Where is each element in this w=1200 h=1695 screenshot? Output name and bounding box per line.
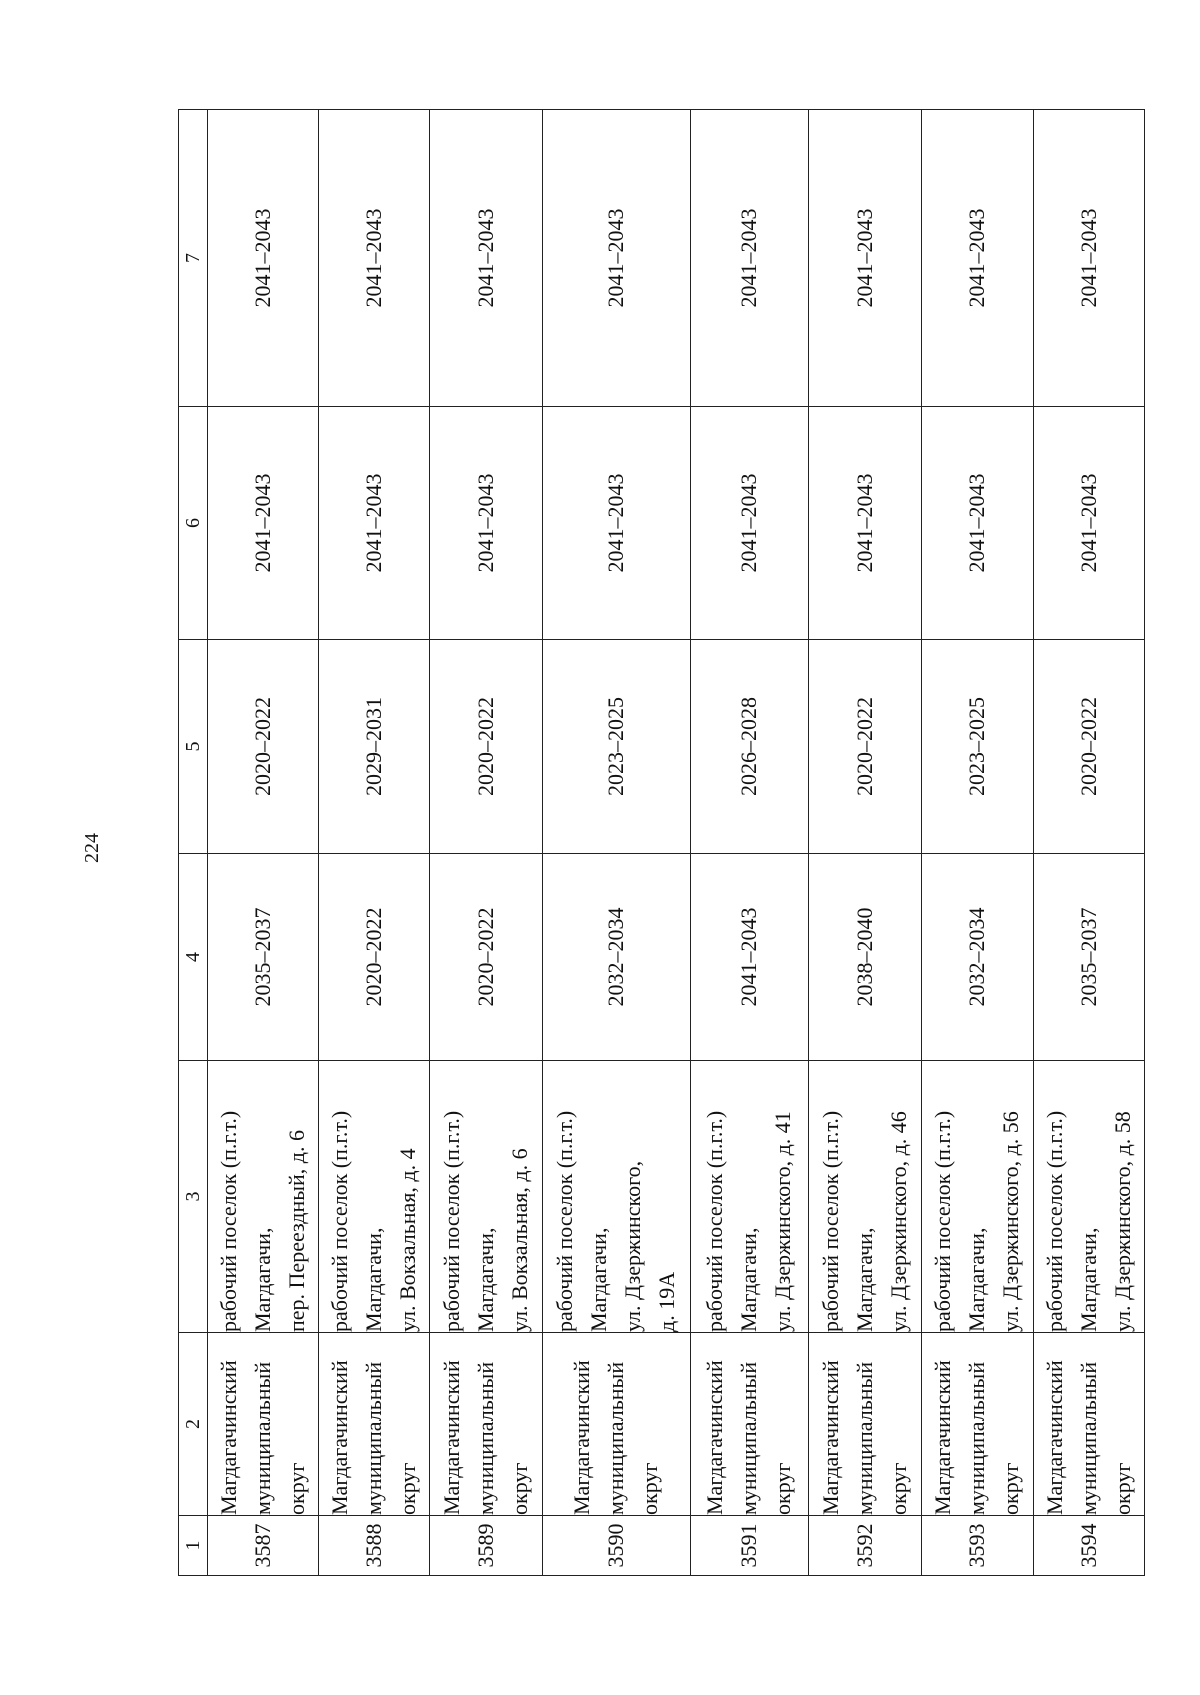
- address-cell-line: Магдагачи,: [473, 1227, 498, 1332]
- column-number: 5: [179, 640, 208, 854]
- row-number-cell: 3588: [319, 1516, 430, 1576]
- address-cell-line: рабочий поселок (п.г.т.): [702, 1110, 728, 1332]
- period-cell-col5: 2023–2025: [542, 640, 690, 854]
- municipality-cell-line: Магдагачинский: [327, 1360, 353, 1515]
- table-body: [208, 110, 1145, 1576]
- address-cell-line: ул. Вокзальная, д. 6: [507, 1148, 532, 1332]
- municipality-cell: [1033, 1333, 1144, 1516]
- period-cell-col4: 2038–2040: [809, 854, 921, 1061]
- municipality-cell-line: округ: [1109, 1462, 1135, 1515]
- schedule-table: [178, 109, 1145, 1576]
- period-cell-col4: 2032–2034: [542, 854, 690, 1061]
- period-cell-col4: 2035–2037: [208, 854, 319, 1061]
- municipality-cell-line: округ: [507, 1462, 532, 1515]
- municipality-cell: [319, 1333, 430, 1516]
- period-cell-col5: 2020–2022: [1033, 640, 1144, 854]
- period-cell-col6: 2041–2043: [319, 407, 430, 640]
- column-number: 4: [179, 854, 208, 1061]
- table-row: [319, 110, 430, 1576]
- address-cell-line: Магдагачи,: [736, 1227, 762, 1332]
- period-cell-col6: 2041–2043: [921, 407, 1033, 640]
- row-number-cell: 3587: [208, 1516, 319, 1576]
- address-cell: [690, 1061, 809, 1333]
- period-cell-col7: 2041–2043: [921, 110, 1033, 407]
- period-cell-col7: 2041–2043: [690, 110, 809, 407]
- table-row: [542, 110, 690, 1576]
- address-cell-line: ул. Вокзальная, д. 4: [395, 1148, 421, 1332]
- row-number-cell: 3592: [809, 1516, 921, 1576]
- period-cell-col7: 2041–2043: [809, 110, 921, 407]
- column-number-row: [179, 110, 208, 1576]
- table-row: [809, 110, 921, 1576]
- address-cell-line: рабочий поселок (п.г.т.): [930, 1110, 956, 1332]
- address-cell-line: рабочий поселок (п.г.т.): [1041, 1110, 1067, 1332]
- table-row: [921, 110, 1033, 1576]
- address-cell-line: д. 19А: [654, 1271, 680, 1332]
- period-cell-col7: 2041–2043: [208, 110, 319, 407]
- municipality-cell-line: округ: [885, 1462, 911, 1515]
- address-cell-line: Магдагачи,: [250, 1227, 276, 1332]
- address-cell: [542, 1061, 690, 1333]
- row-number-cell: 3593: [921, 1516, 1033, 1576]
- address-cell-line: Магдагачи,: [586, 1227, 612, 1332]
- municipality-cell-line: округ: [395, 1462, 421, 1515]
- address-cell: [208, 1061, 319, 1333]
- period-cell-col6: 2041–2043: [208, 407, 319, 640]
- municipality-cell-line: Магдагачинский: [817, 1360, 843, 1515]
- municipality-cell-line: Магдагачинский: [439, 1360, 464, 1515]
- column-number: 1: [179, 1516, 208, 1576]
- address-cell: [809, 1061, 921, 1333]
- period-cell-col5: 2020–2022: [208, 640, 319, 854]
- municipality-cell-line: муниципальный: [964, 1361, 990, 1515]
- address-cell-line: рабочий поселок (п.г.т.): [216, 1110, 242, 1332]
- address-cell-line: ул. Дзержинского, д. 58: [1109, 1111, 1135, 1332]
- period-cell-col6: 2041–2043: [690, 407, 809, 640]
- period-cell-col5: 2020–2022: [809, 640, 921, 854]
- municipality-cell-line: Магдагачинский: [569, 1360, 595, 1515]
- municipality-cell-line: округ: [284, 1462, 310, 1515]
- municipality-cell-line: муниципальный: [603, 1361, 629, 1515]
- address-cell: [430, 1061, 542, 1333]
- address-cell-line: Магдагачи,: [361, 1227, 387, 1332]
- address-cell: [921, 1061, 1033, 1333]
- municipality-cell-line: округ: [637, 1462, 663, 1515]
- address-cell-line: рабочий поселок (п.г.т.): [327, 1110, 353, 1332]
- address-cell-line: Магдагачи,: [851, 1227, 877, 1332]
- column-number: 2: [179, 1333, 208, 1516]
- period-cell-col6: 2041–2043: [809, 407, 921, 640]
- municipality-cell-line: муниципальный: [250, 1361, 276, 1515]
- table-row: [208, 110, 319, 1576]
- municipality-cell-line: округ: [998, 1462, 1024, 1515]
- row-number-cell: 3589: [430, 1516, 542, 1576]
- address-cell-line: Магдагачи,: [964, 1227, 990, 1332]
- address-cell: [319, 1061, 430, 1333]
- period-cell-col5: 2026–2028: [690, 640, 809, 854]
- period-cell-col4: 2035–2037: [1033, 854, 1144, 1061]
- municipality-cell-line: Магдагачинский: [930, 1360, 956, 1515]
- municipality-cell: [542, 1333, 690, 1516]
- municipality-cell: [921, 1333, 1033, 1516]
- municipality-cell: [430, 1333, 542, 1516]
- municipality-cell-line: муниципальный: [736, 1361, 762, 1515]
- municipality-cell-line: муниципальный: [361, 1361, 387, 1515]
- period-cell-col4: 2041–2043: [690, 854, 809, 1061]
- address-cell-line: рабочий поселок (п.г.т.): [552, 1110, 578, 1332]
- address-cell-line: ул. Дзержинского, д. 46: [885, 1111, 911, 1332]
- address-cell-line: ул. Дзержинского, д. 41: [770, 1111, 796, 1332]
- municipality-cell-line: Магдагачинский: [702, 1360, 728, 1515]
- row-number-cell: 3591: [690, 1516, 809, 1576]
- municipality-cell-line: муниципальный: [473, 1361, 498, 1515]
- table-row: [1033, 110, 1144, 1576]
- period-cell-col5: 2023–2025: [921, 640, 1033, 854]
- column-number: 7: [179, 110, 208, 407]
- municipality-cell-line: муниципальный: [1075, 1361, 1101, 1515]
- municipality-cell-line: муниципальный: [851, 1361, 877, 1515]
- municipality-cell-line: Магдагачинский: [216, 1360, 242, 1515]
- municipality-cell: [690, 1333, 809, 1516]
- period-cell-col7: 2041–2043: [542, 110, 690, 407]
- row-number-cell: 3594: [1033, 1516, 1144, 1576]
- row-number-cell: 3590: [542, 1516, 690, 1576]
- period-cell-col5: 2020–2022: [430, 640, 542, 854]
- period-cell-col7: 2041–2043: [430, 110, 542, 407]
- address-cell-line: рабочий поселок (п.г.т.): [817, 1110, 843, 1332]
- table-row: [690, 110, 809, 1576]
- period-cell-col6: 2041–2043: [430, 407, 542, 640]
- table-row: [430, 110, 542, 1576]
- address-cell-line: рабочий поселок (п.г.т.): [439, 1110, 464, 1332]
- period-cell-col7: 2041–2043: [1033, 110, 1144, 407]
- period-cell-col7: 2041–2043: [319, 110, 430, 407]
- rotated-table-container: [178, 110, 1145, 1576]
- period-cell-col4: 2020–2022: [430, 854, 542, 1061]
- period-cell-col5: 2029–2031: [319, 640, 430, 854]
- period-cell-col4: 2020–2022: [319, 854, 430, 1061]
- municipality-cell-line: Магдагачинский: [1041, 1360, 1067, 1515]
- address-cell-line: ул. Дзержинского,: [620, 1160, 646, 1332]
- address-cell-line: ул. Дзержинского, д. 56: [998, 1111, 1024, 1332]
- column-number: 6: [179, 407, 208, 640]
- address-cell: [1033, 1061, 1144, 1333]
- address-cell-line: пер. Переездный, д. 6: [284, 1130, 310, 1332]
- period-cell-col4: 2032–2034: [921, 854, 1033, 1061]
- page-number: 224: [81, 833, 103, 863]
- municipality-cell: [809, 1333, 921, 1516]
- address-cell-line: Магдагачи,: [1075, 1227, 1101, 1332]
- municipality-cell-line: округ: [770, 1462, 796, 1515]
- municipality-cell: [208, 1333, 319, 1516]
- column-number: 3: [179, 1061, 208, 1333]
- period-cell-col6: 2041–2043: [1033, 407, 1144, 640]
- period-cell-col6: 2041–2043: [542, 407, 690, 640]
